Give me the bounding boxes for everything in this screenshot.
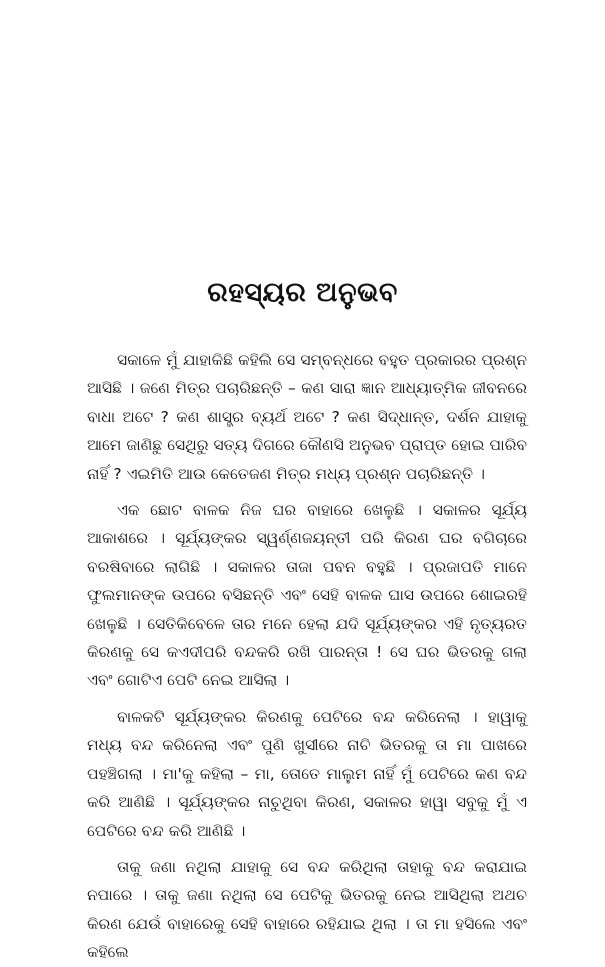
paragraph-1: ସକାଳେ ମୁଁ ଯାହାକିଛି କହିଲି ସେ ସମ୍ବନ୍ଧରେ ବହୁତ ପ୍ରକାରର ପ୍ରଶ୍ନ ଆସିଛି । ଜଣେ ମିତ୍ର ପଚାରିଛନ୍ତି – କଣ ସାରା ଜ୍ଞାନ ଆଧ୍ୟାତ୍ମିକ ଜୀବନରେ ବାଧା ଅଟେ ? କଣ ଶାସ୍ତ୍ର ବ୍ୟର୍ଥ ଅଟେ ? କଣ ସିଦ୍ଧାନ୍ତ, ଦର୍ଶନ ଯାହାକୁ ଆମେ ଜାଣିଛୁ ସେଥିରୁ ସତ୍ୟ ଦିଗରେ କୌଣସି ଅନୁଭବ ପ୍ରାପ୍ତ ହୋଇ ପାରିବ ନାହିଁ ? ଏଇମିତି ଆଉ କେତେଜଣ ମିତ୍ର ମଧ୍ୟ ପ୍ରଶ୍ନ ପଚାରିଛନ୍ତି । [87,351,527,483]
paragraph-2: ଏକ ଛୋଟ ବାଳକ ନିଜ ଘର ବାହାରେ ଖେଳୁଛି । ସକାଳର ସୂର୍ଯ୍ୟ ଆକାଶରେ । ସୂର୍ଯ୍ୟଙ୍କର ସ୍ୱର୍ଣ୍ଣଜୟନ୍ତୀ ପରି କିରଣ ଘର ବଗିଚାରେ ବରଷିବାରେ ଲାଗିଛି । ସକାଳର ତାଜା ପବନ ବହୁଛି । ପ୍ରଜାପତି ମାନେ ଫୁଲମାନଙ୍କ ଉପରେ ବସିଛନ୍ତି ଏବଂ ସେହି ବାଳକ ଘାସ ଉପରେ ଶୋଇରହି ଖେଳୁଛି । ସେତିକିବେଳେ ତାର ମନେ ହେଲା ଯଦି ସୂର୍ଯ୍ୟଙ୍କର ଏହି ନୃତ୍ୟରତ କିରଣକୁ ସେ କଏଦୀପରି ବନ୍ଦକରି ରଖି ପାରନ୍ତା ! ସେ ଘର ଭିତରକୁ ଗଲା ଏବଂ ଗୋଟିଏ ପେଟି ନେଇ ଆସିଲା । [87,501,527,690]
chapter-body [87,346,527,967]
paragraph-4: ତାକୁ ଜଣା ନଥିଲା ଯାହାକୁ ସେ ବନ୍ଦ କରିଥିଲା ତାହାକୁ ବନ୍ଦ କରାଯାଇ ନପାରେ । ତାକୁ ଜଣା ନଥିଲା ସେ ପେଟିକୁ ଭିତରକୁ ନେଇ ଆସିଥିଲା ଅଥଚ କିରଣ ଯେଉଁ ବାହାରେକୁ ସେହି ବାହାରେ ରହିଯାଇ ଥିଲା । ତା ମା ହସିଲେ ଏବଂ କହିଲେ [87,857,527,962]
paragraph-3: ବାଳକଟି ସୂର୍ଯ୍ୟଙ୍କର କିରଣକୁ ପେଟିରେ ବନ୍ଦ କରିନେଲା । ହାୱାକୁ ମଧ୍ୟ ବନ୍ଦ କରିନେଲା ଏବଂ ପୁଣି ଖୁସୀରେ ନାଚି ଭିତରକୁ ତା ମା ପାଖରେ ପହଞ୍ଚିଗଲା । ମା'କୁ କହିଲା – ମା, ତୋତେ ମାଲୁମ ନାହିଁ ମୁଁ ପେଟିରେ କଣ ବନ୍ଦ କରି ଆଣିଛି । ସୂର୍ଯ୍ୟଙ୍କର ନାଚୁଥିବା କିରଣ, ସକାଳର ହାୱା ସବୁକୁ ମୁଁ ଏ ପେଟିରେ ବନ୍ଦ କରି ଆଣିଛି । [87,707,527,840]
chapter-title: ରହସ୍ୟର ଅନୁଭବ [207,277,398,309]
